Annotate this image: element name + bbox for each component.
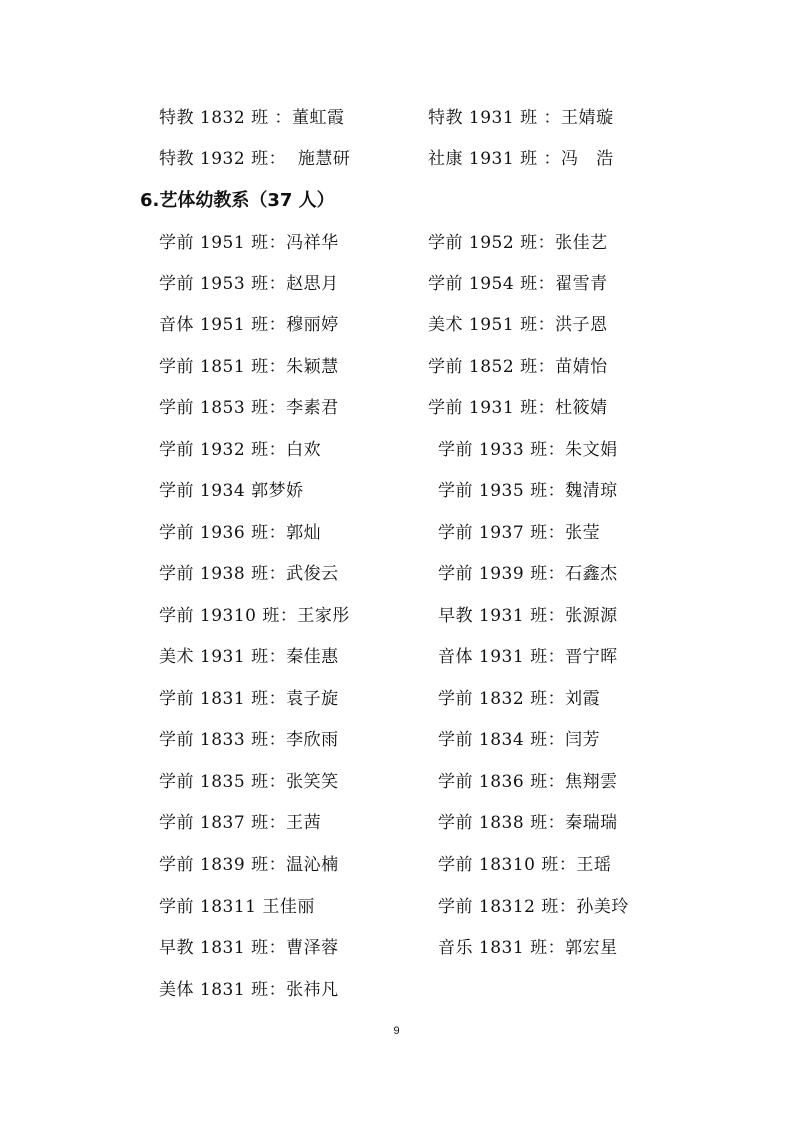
section-heading: 6.艺体幼教系（37 人）: [140, 190, 335, 211]
page-number: 9: [393, 1025, 400, 1037]
name-entry: 美体 1831 班：张祎凡: [159, 980, 339, 1000]
name-entry: 学前 1939 班：石鑫杰: [438, 564, 618, 584]
name-entry: 学前 1852 班：苗婧怡: [428, 357, 608, 377]
name-entry: 特教 1832 班 ：董虹霞: [159, 108, 345, 128]
name-entry: 美术 1931 班：秦佳惠: [159, 647, 339, 667]
name-entry: 学前 1834 班：闫芳: [438, 730, 601, 750]
name-entry: 学前 18312 班：孙美玲: [438, 897, 629, 917]
name-entry: 学前 1837 班：王茜: [159, 813, 322, 833]
name-entry: 音乐 1831 班：郭宏星: [438, 938, 618, 958]
name-entry: 美术 1951 班：洪子恩: [428, 315, 608, 335]
name-entry: 学前 1953 班：赵思月: [159, 274, 339, 294]
name-entry: 音体 1931 班：晋宁晖: [438, 647, 618, 667]
name-entry: 学前 1954 班：翟雪青: [428, 274, 608, 294]
name-entry: 学前 1933 班：朱文娟: [438, 440, 618, 460]
name-entry: 学前 1938 班：武俊云: [159, 564, 339, 584]
name-entry: 学前 1835 班：张笑笑: [159, 772, 339, 792]
name-entry: 学前 1935 班：魏清琼: [438, 481, 618, 501]
name-entry: 学前 19310 班：王家彤: [159, 606, 350, 626]
name-entry: 学前 1839 班：温沁楠: [159, 855, 339, 875]
name-entry: 学前 1836 班：焦翔雲: [438, 772, 618, 792]
name-entry: 学前 18311 王佳丽: [159, 897, 315, 917]
name-entry: 早教 1831 班：曹泽蓉: [159, 938, 339, 958]
name-entry: 早教 1931 班：张源源: [438, 606, 618, 626]
name-entry: 学前 1831 班：袁子旋: [159, 689, 339, 709]
name-entry: 学前 1932 班：白欢: [159, 440, 322, 460]
name-entry: 学前 1838 班：秦瑞瑞: [438, 813, 618, 833]
name-entry: 学前 1931 班：杜筱婧: [428, 398, 608, 418]
name-entry: 特教 1932 班： 施慧研: [159, 149, 351, 169]
name-entry: 学前 18310 班：王瑶: [438, 855, 612, 875]
name-entry: 社康 1931 班 ：冯 浩: [428, 149, 614, 169]
name-entry: 学前 1833 班：李欣雨: [159, 730, 339, 750]
name-entry: 学前 1936 班：郭灿: [159, 523, 322, 543]
name-entry: 学前 1853 班：李素君: [159, 398, 339, 418]
name-entry: 学前 1851 班：朱颖慧: [159, 357, 339, 377]
name-entry: 学前 1951 班：冯祥华: [159, 233, 339, 253]
name-entry: 学前 1937 班：张莹: [438, 523, 601, 543]
name-entry: 学前 1952 班：张佳艺: [428, 233, 608, 253]
name-entry: 学前 1832 班：刘霞: [438, 689, 601, 709]
name-entry: 学前 1934 郭梦娇: [159, 481, 304, 501]
name-entry: 特教 1931 班 ：王婧璇: [428, 108, 614, 128]
name-entry: 音体 1951 班：穆丽婷: [159, 315, 339, 335]
